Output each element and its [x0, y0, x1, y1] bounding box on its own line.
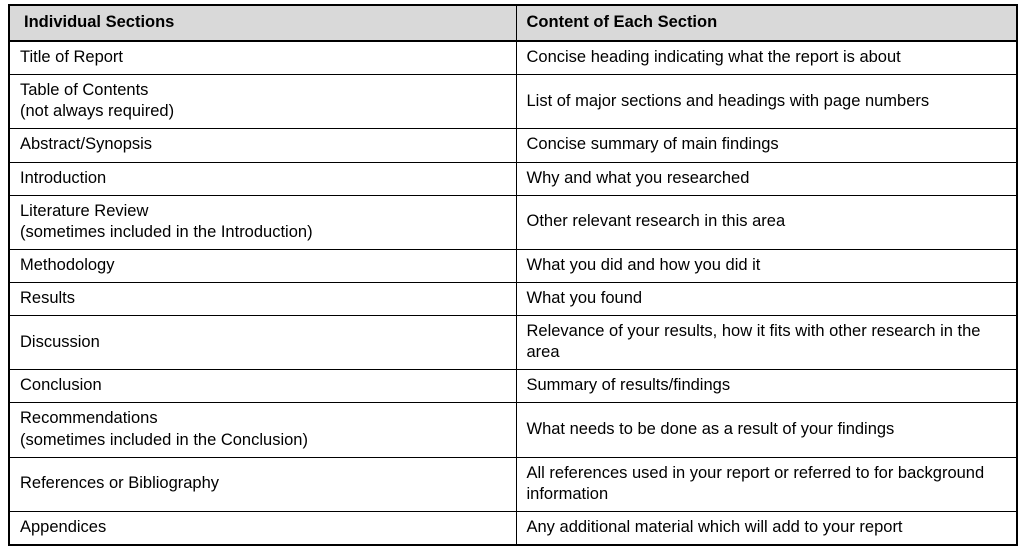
section-name-cell: [9, 282, 516, 315]
table-row: [9, 75, 1017, 129]
section-name-cell: [9, 403, 516, 457]
section-name-cell: [9, 75, 516, 129]
table-row: [9, 195, 1017, 249]
section-name-text: Introduction: [20, 168, 107, 187]
section-content-cell: What needs to be done as a result of your findings: [516, 403, 1017, 457]
section-content-cell: Why and what you researched: [516, 162, 1017, 195]
section-content-cell: Concise heading indicating what the report is about: [516, 41, 1017, 75]
section-name-note: (sometimes included in the Introduction): [20, 222, 313, 241]
section-name-note: (sometimes included in the Conclusion): [20, 430, 308, 449]
section-name-cell: [9, 511, 516, 545]
section-name-text: Literature Review: [20, 201, 149, 220]
section-name-text: Conclusion: [20, 376, 102, 395]
section-content-cell: What you found: [516, 282, 1017, 315]
section-name-cell: [9, 249, 516, 282]
section-name-cell: [9, 162, 516, 195]
column-header-content-of-each-section: Content of Each Section: [516, 5, 1017, 41]
document-page: [0, 4, 1024, 536]
section-name-text: Abstract/Synopsis: [20, 135, 153, 154]
table-row: [9, 316, 1017, 370]
section-name-cell: [9, 316, 516, 370]
section-name-text: Methodology: [20, 255, 115, 274]
section-name-text: Appendices: [20, 517, 107, 536]
section-content-cell: List of major sections and headings with page numbers: [516, 75, 1017, 129]
section-content-cell: Summary of results/findings: [516, 370, 1017, 403]
table-row: [9, 282, 1017, 315]
section-name-text: Title of Report: [20, 48, 124, 67]
section-name-text: Table of Contents: [20, 81, 149, 100]
section-name-cell: [9, 370, 516, 403]
table-row: [9, 162, 1017, 195]
section-name-cell: [9, 129, 516, 162]
section-content-cell: All references used in your report or referred to for background information: [516, 457, 1017, 511]
table-row: [9, 370, 1017, 403]
table-row: [9, 511, 1017, 545]
section-name-cell: [9, 195, 516, 249]
section-name-note: (not always required): [20, 102, 175, 121]
report-structure-table: [8, 4, 1018, 546]
section-name-text: References or Bibliography: [20, 474, 220, 493]
section-content-cell: Relevance of your results, how it fits with other research in the area: [516, 316, 1017, 370]
table-row: [9, 129, 1017, 162]
section-content-cell: What you did and how you did it: [516, 249, 1017, 282]
section-content-cell: Any additional material which will add to your report: [516, 511, 1017, 545]
section-name-text: Results: [20, 288, 76, 307]
section-name-cell: [9, 457, 516, 511]
table-row: [9, 403, 1017, 457]
table-row: [9, 457, 1017, 511]
section-name-text: Discussion: [20, 332, 100, 351]
table-header-row: [9, 5, 1017, 41]
section-content-cell: Concise summary of main findings: [516, 129, 1017, 162]
table-body: [9, 41, 1017, 545]
section-name-text: Recommendations: [20, 409, 158, 428]
section-content-cell: Other relevant research in this area: [516, 195, 1017, 249]
table-row: [9, 41, 1017, 75]
table-row: [9, 249, 1017, 282]
section-name-cell: [9, 41, 516, 75]
column-header-individual-sections: Individual Sections: [9, 5, 516, 41]
table-header: [9, 5, 1017, 41]
